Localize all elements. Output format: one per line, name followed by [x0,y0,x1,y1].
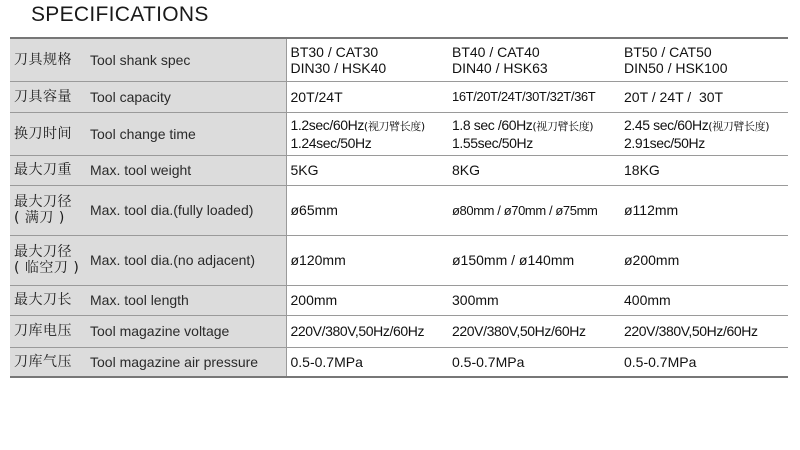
value-cell: 200mm [286,285,448,315]
row-label-cn: 刀具规格 [10,38,86,81]
value-cell: 220V/380V,50Hz/60Hz [620,315,788,347]
value-cell: 20T / 24T / 30T [620,81,788,112]
row-label-cn: 刀具容量 [10,81,86,112]
row-label-en: Tool magazine voltage [86,315,286,347]
value-cell: ø200mm [620,235,788,285]
table-row [10,315,788,347]
value-cell: 5KG [286,155,448,185]
row-label-en: Tool capacity [86,81,286,112]
table-row [10,185,788,235]
value-cell: ø150mm / ø140mm [448,235,620,285]
page-title: SPECIFICATIONS [31,3,209,26]
row-label-cn: 换刀时间 [10,112,86,155]
value-cell: BT50 / CAT50 DIN50 / HSK100 [620,38,788,81]
value-cell: ø120mm [286,235,448,285]
row-label-en: Tool change time [86,112,286,155]
value-cell: ø112mm [620,185,788,235]
row-label-cn: 最大刀长 [10,285,86,315]
value-cell: 1.2sec/60Hz(视刀臂长度) 1.24sec/50Hz [286,112,448,155]
table-row [10,285,788,315]
value-cell: 220V/380V,50Hz/60Hz [286,315,448,347]
value-cell: 2.45 sec/60Hz(视刀臂长度) 2.91sec/50Hz [620,112,788,155]
row-label-en: Max. tool weight [86,155,286,185]
value-cell: 18KG [620,155,788,185]
row-label-cn: 刀库气压 [10,347,86,377]
value-cell: 0.5-0.7MPa [452,353,525,370]
row-label-en: Max. tool dia.(fully loaded) [86,185,286,235]
value-cell: 0.5-0.7MPa [624,353,697,370]
value-cell: 16T/20T/24T/30T/32T/36T [448,81,620,112]
table-row [10,347,788,377]
value-cell: ø65mm [286,185,448,235]
table-row [10,38,788,81]
spec-table [10,37,788,378]
table-row [10,81,788,112]
value-cell: 220V/380V,50Hz/60Hz [448,315,620,347]
value-cell: 1.8 sec /60Hz(视刀臂长度) 1.55sec/50Hz [448,112,620,155]
row-label-cn: 最大刀重 [10,155,86,185]
table-row [10,112,788,155]
value-cell: 8KG [448,155,620,185]
value-cell: ø80mm / ø70mm / ø75mm [448,185,620,235]
table-row [10,235,788,285]
row-label-en: Tool shank spec [86,38,286,81]
row-label-cn: 最大刀径 ( 满刀 ) [10,185,86,235]
row-label-en: Max. tool length [86,285,286,315]
table-row [10,155,788,185]
value-cell: 20T/24T [286,81,448,112]
row-label-cn: 最大刀径 ( 临空刀 ) [10,235,86,285]
value-cell: 400mm [620,285,788,315]
value-cell: BT40 / CAT40 DIN40 / HSK63 [448,38,620,81]
row-label-cn: 刀库电压 [10,315,86,347]
value-cell: 300mm [448,285,620,315]
value-cell: BT30 / CAT30 DIN30 / HSK40 [286,38,448,81]
row-label-en: Tool magazine air pressure [86,347,286,377]
row-label-en: Max. tool dia.(no adjacent) [86,235,286,285]
value-cell: 0.5-0.7MPa [290,353,363,370]
